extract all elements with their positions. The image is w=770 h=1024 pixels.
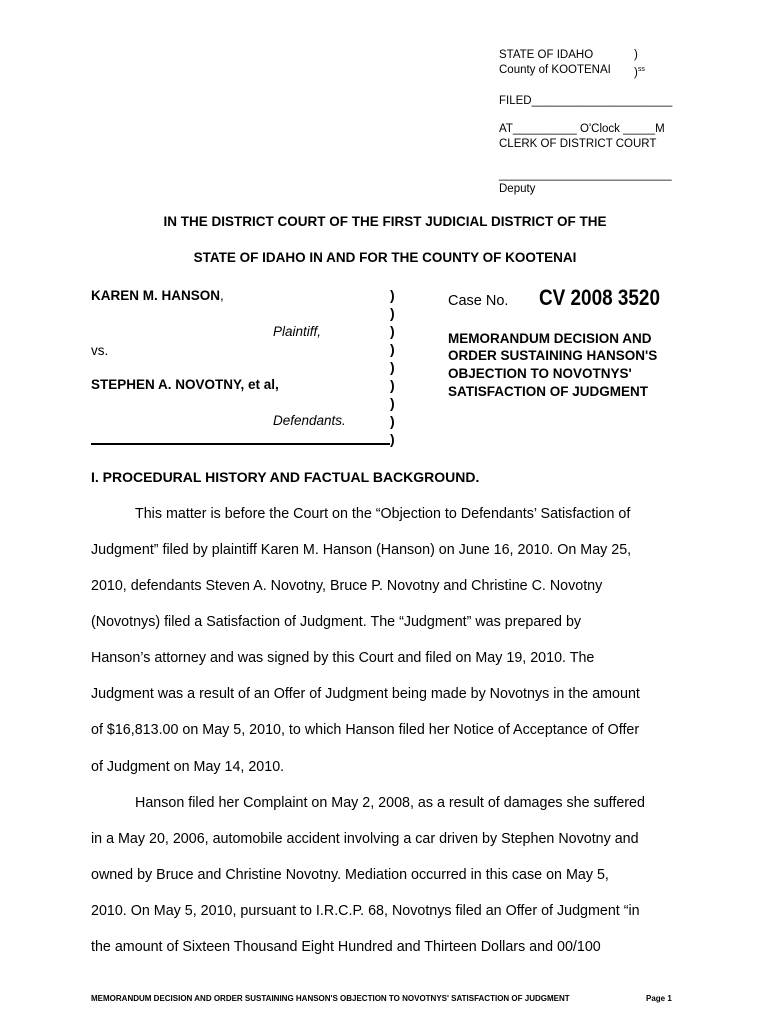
- body-line: Hanson filed her Complaint on May 2, 2008, as a result of damages she suffered: [135, 795, 645, 811]
- document-title-line: MEMORANDUM DECISION AND: [448, 331, 652, 346]
- venue-paren: )$^{ss}$: [634, 66, 645, 79]
- plaintiff-name: KAREN M. HANSON,: [91, 288, 224, 303]
- body-line: owned by Bruce and Christine Novotny. Mediation occurred in this case on May 5,: [91, 867, 609, 883]
- caption-rule: [91, 443, 390, 445]
- venue-paren: ): [634, 49, 638, 61]
- page-number: Page 1: [646, 994, 672, 1003]
- state-label: STATE OF IDAHO: [499, 49, 594, 61]
- document-title-line: ORDER SUSTAINING HANSON'S: [448, 348, 658, 363]
- caption-paren: ): [390, 359, 395, 375]
- court-heading-line-1: IN THE DISTRICT COURT OF THE FIRST JUDICIAL DISTRICT OF THE: [163, 214, 607, 229]
- deputy-label: Deputy: [499, 183, 536, 195]
- caption-paren: ): [390, 431, 395, 447]
- plaintiff-role: Plaintiff,: [273, 324, 322, 339]
- footer-title: MEMORANDUM DECISION AND ORDER SUSTAINING HANSON'S OBJECTION TO NOVOTNYS' SATISFACTION OF JUDGMENT: [91, 994, 570, 1003]
- body-line: in a May 20, 2006, automobile accident involving a car driven by Stephen Novotny and: [91, 831, 639, 847]
- defendant-role: Defendants.: [273, 413, 346, 428]
- body-line: Judgment was a result of an Offer of Judgment being made by Novotnys in the amount: [91, 686, 640, 702]
- caption-paren: ): [390, 395, 395, 411]
- court-heading-line-2: STATE OF IDAHO IN AND FOR THE COUNTY OF KOOTENAI: [193, 250, 577, 265]
- caption-paren: ): [390, 305, 395, 321]
- body-line: (Novotnys) filed a Satisfaction of Judgment. The “Judgment” was prepared by: [91, 614, 582, 630]
- document-title-line: OBJECTION TO NOVOTNYS': [448, 366, 632, 381]
- defendant-name: STEPHEN A. NOVOTNY, et al,: [91, 377, 279, 392]
- body-line: Judgment” filed by plaintiff Karen M. Hanson (Hanson) on June 16, 2010. On May 25,: [91, 542, 632, 558]
- clerk-label: CLERK OF DISTRICT COURT: [499, 138, 657, 150]
- body-line: of $16,813.00 on May 5, 2010, to which Hanson filed her Notice of Acceptance of Offer: [91, 722, 640, 738]
- caption-paren: ): [390, 341, 395, 357]
- section-heading: I. PROCEDURAL HISTORY AND FACTUAL BACKGROUND.: [91, 469, 480, 485]
- caption-paren: ): [390, 377, 395, 393]
- ss-mark: ss: [637, 66, 645, 73]
- caption-paren: ): [390, 323, 395, 339]
- body-line: 2010, defendants Steven A. Novotny, Bruce P. Novotny and Christine C. Novotny: [91, 578, 603, 594]
- time-line: AT__________ O'Clock _____M: [499, 123, 665, 135]
- body-line: of Judgment on May 14, 2010.: [91, 759, 285, 775]
- filed-line: FILED______________________: [499, 95, 673, 107]
- body-line: This matter is before the Court on the “Objection to Defendants’ Satisfaction of: [135, 506, 631, 522]
- body-line: the amount of Sixteen Thousand Eight Hundred and Thirteen Dollars and 00/100: [91, 939, 601, 955]
- document-title-line: SATISFACTION OF JUDGMENT: [448, 384, 649, 399]
- case-number: CV 2008 3520: [539, 285, 660, 310]
- caption-paren: ): [390, 413, 395, 429]
- case-number-label: Case No.: [448, 293, 509, 309]
- county-label: County of KOOTENAI: [499, 64, 611, 76]
- body-line: 2010. On May 5, 2010, pursuant to I.R.C.P. 68, Novotnys filed an Offer of Judgment “in: [91, 903, 640, 919]
- body-line: Hanson’s attorney and was signed by this Court and filed on May 19, 2010. The: [91, 650, 595, 666]
- deputy-signature-line: ___________________________: [499, 169, 672, 181]
- caption-paren: ): [390, 287, 395, 303]
- versus-label: vs.: [91, 343, 109, 358]
